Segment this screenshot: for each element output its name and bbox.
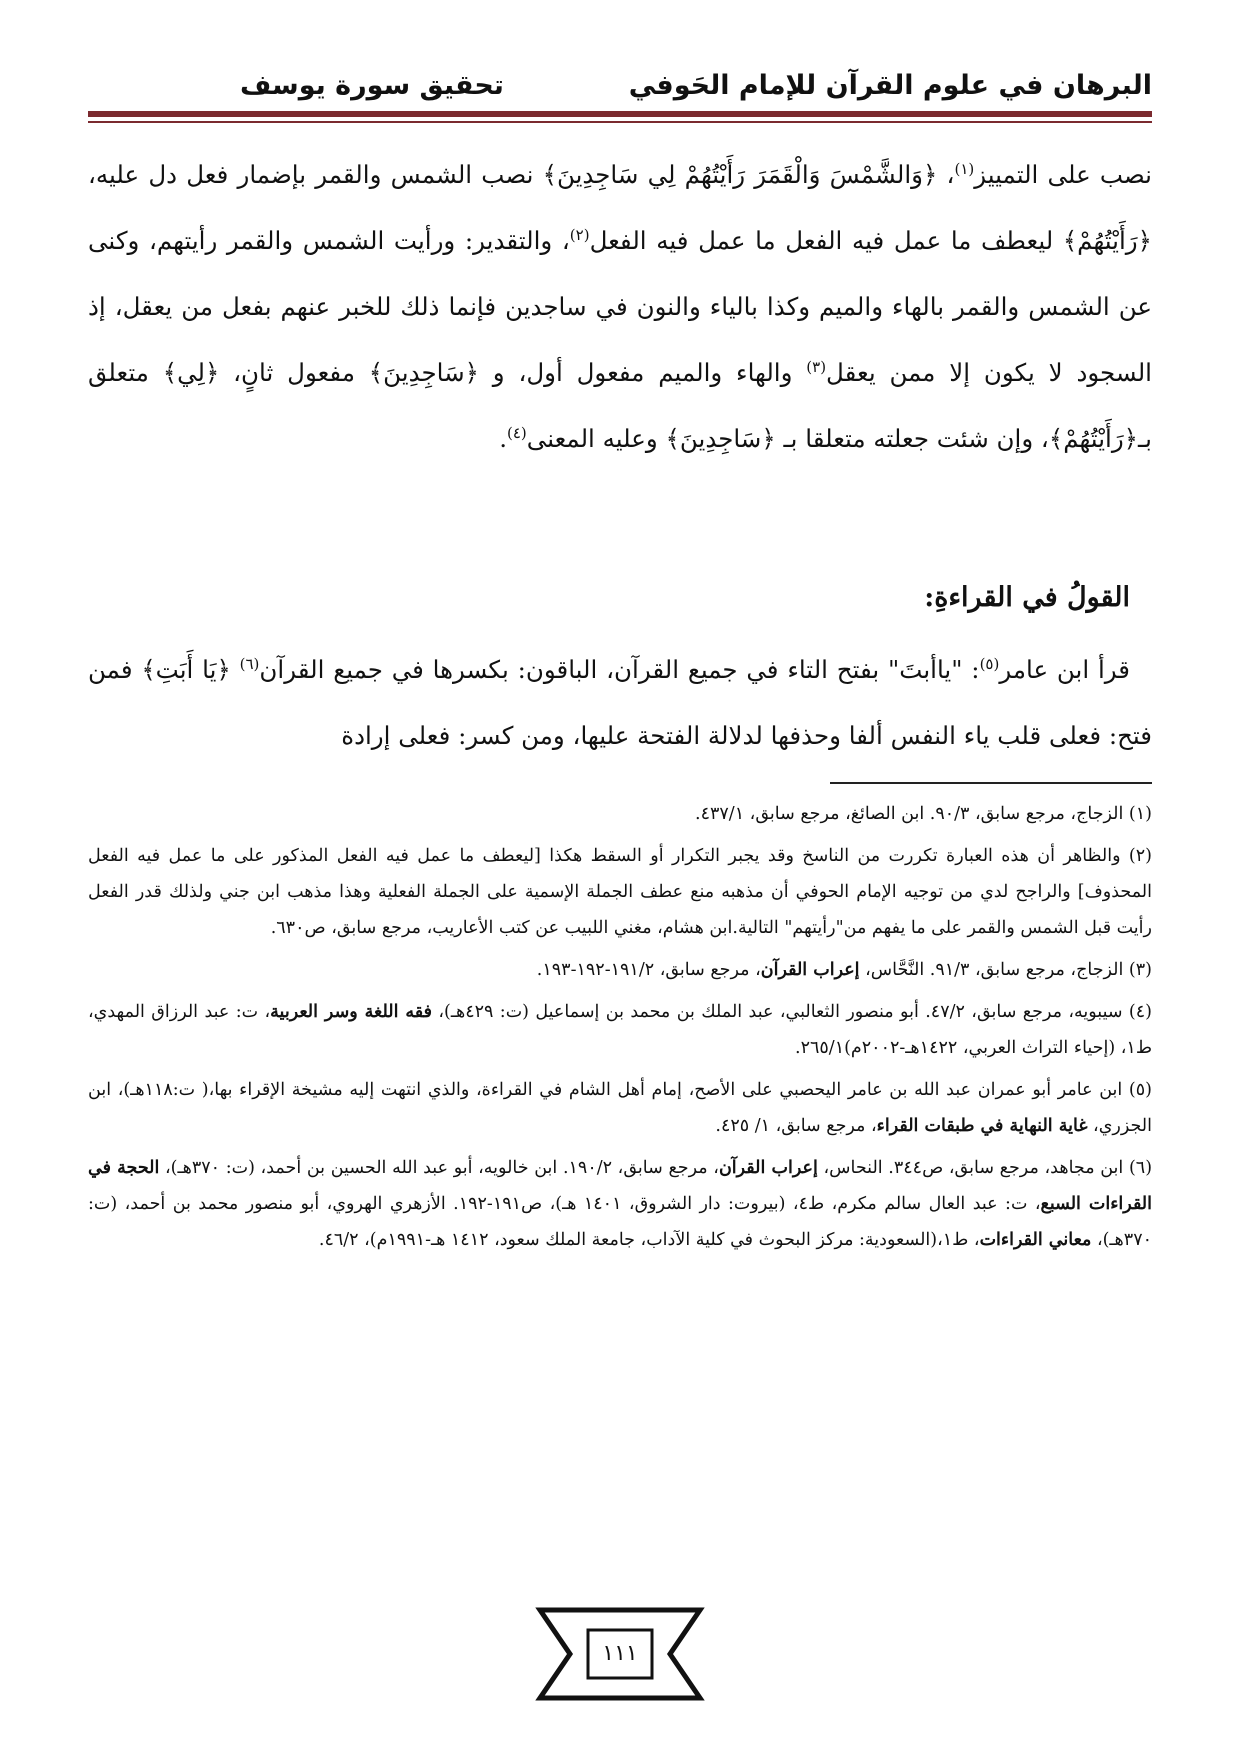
fn-text: (٣) الزجاج، مرجع سابق، ٩١/٣. النَّحَّاس، (859, 960, 1152, 980)
footnote-5 (88, 1072, 1152, 1144)
footnote-3 (88, 952, 1152, 988)
footnotes (88, 796, 1152, 1264)
header-rule-thick (88, 111, 1152, 117)
running-header (88, 68, 1152, 104)
footnote-4 (88, 994, 1152, 1066)
footnote-ref[interactable]: (٤) (507, 423, 527, 442)
fn-book-title: غاية النهاية في طبقات القراء (876, 1116, 1088, 1136)
fn-book-title: إعراب القرآن (718, 1158, 818, 1178)
text-run: : "ياأبتَ" بفتح التاء في جميع القرآن، الباقون: بكسرها في جميع القرآن (259, 655, 980, 684)
footnote-ref[interactable]: (٣) (806, 357, 827, 376)
text-run: والهاء والميم مفعول أول، و ﴿سَاجِدِينَ﴾ مفعول ثانٍ، ﴿لِي﴾ متعلق بـ﴿رَأَيْتُهُمْ﴾، وإن شئت جعلته متعلقا بـ ﴿سَاجِدِينَ﴾ وعليه المعنى (88, 358, 1152, 453)
readings-paragraph (88, 637, 1152, 769)
page-number-badge (532, 1604, 708, 1704)
fn-text: ، ت: عبد العال سالم مكرم، ط٤، (بيروت: دار الشروق، ١٤٠١ هـ)، ص١٩١-١٩٢. الأزهري الهروي، أبو منصور محمد بن أحمد، (ت: ٣٧٠هـ)، (88, 1194, 1152, 1250)
fn-book-title: معاني القراءات (979, 1230, 1092, 1250)
fn-book-title: فقه اللغة وسر العربية (270, 1002, 432, 1022)
fn-text: ، مرجع سابق، ١٩١/٢-١٩٢-١٩٣. (536, 960, 761, 980)
book-title: البرهان في علوم القرآن للإمام الحَوفي (628, 70, 1152, 101)
footnote-ref[interactable]: (٦) (239, 654, 260, 673)
fn-text: (٥) ابن عامر أبو عمران عبد الله بن عامر اليحصبي على الأصح، إمام أهل الشام في القراءة، والذي انتهت إليه مشيخة الإقراء بها،( ت:١١٨هـ)، ابن الجزري، (88, 1080, 1152, 1136)
fn-book-title: إعراب القرآن (760, 960, 860, 980)
page-number: ١١١ (602, 1641, 638, 1666)
section-heading: القولُ في القراءةِ: (924, 582, 1130, 613)
fn-text: ، مرجع سابق، ١/ ٤٢٥. (715, 1116, 877, 1136)
fn-text: ، مرجع سابق، ١٩٠/٢. ابن خالويه، أبو عبد الله الحسين بن أحمد، (ت: ٣٧٠هـ)، (159, 1158, 719, 1178)
fn-text: (٤) سيبويه، مرجع سابق، ٤٧/٢. أبو منصور الثعالبي، عبد الملك بن محمد بن إسماعيل (ت: ٤٢٩هـ)، (431, 1002, 1152, 1022)
fn-text: ، ط١،(السعودية: مركز البحوث في كلية الآداب، جامعة الملك سعود، ١٤١٢ هـ-١٩٩١م)، ٤٦/٢. (318, 1230, 980, 1250)
fn-text: ، ت: عبد الرزاق المهدي، ط١، (إحياء التراث العربي، ١٤٢٢هـ-٢٠٠٢م)٢٦٥/١. (88, 1002, 1152, 1058)
text-run: ، ﴿وَالشَّمْسَ وَالْقَمَرَ رَأَيْتُهُمْ لِي سَاجِدِينَ﴾ نصب الشمس والقمر بإضمار فعل دل عليه، ﴿رَأَيْتُهُمْ﴾ ليعطف ما عمل فيه الفعل ما عمل فيه الفعل (88, 160, 1152, 255)
text-run: قرأ ابن عامر (999, 655, 1130, 684)
footnote-ref[interactable]: (٢) (569, 225, 590, 244)
footnote-ref[interactable]: (٥) (979, 654, 1000, 673)
chapter-title: تحقيق سورة يوسف (240, 70, 504, 101)
footnote-2: (٢) والظاهر أن هذه العبارة تكررت من الناسخ وقد يجبر التكرار أو السقط هكذا [ليعطف ما عمل فيه الفعل المذكور على ما عمل فيه الفعل المحذوف] والراجح لدي من توجيه الإمام الحوفي أن مذهبه منع عطف الجملة الإسمية على الجملة الفعلية وهذا مذهب ابن جني ولذلك قدر الفعل رأيت قبل الشمس والقمر على ما يفهم من"رأيتهم" التالية.ابن هشام، مغني اللبيب عن كتب الأعاريب، مرجع سابق، ص٦٣٠. (88, 846, 1152, 938)
header-rule-thin (88, 121, 1152, 123)
text-run: ﴿يَا أَبَتِ﴾ فمن فتح: فعلى قلب ياء النفس ألفا وحذفها لدلالة الفتحة عليها، ومن كسر: فعلى إرادة (88, 655, 1152, 750)
text-run: . (499, 424, 507, 453)
footnote-separator (830, 782, 1152, 784)
fn-book-title: الحجة في القراءات السبع (88, 1158, 1152, 1214)
text-run: ، والتقدير: ورأيت الشمس والقمر رأيتهم، وكنى عن الشمس والقمر بالهاء والميم وكذا بالياء والنون في ساجدين فإنما ذلك للخبر عنهم بفعل من يعقل، إذ السجود لا يكون إلا ممن يعقل (88, 226, 1152, 387)
main-paragraph (88, 142, 1152, 472)
footnote-ref[interactable]: (١) (954, 159, 975, 178)
footnote-6 (88, 1150, 1152, 1258)
text-run: نصب على التمييز (974, 160, 1152, 189)
fn-text: (٦) ابن مجاهد، مرجع سابق، ص٣٤٤. النحاس، (817, 1158, 1153, 1178)
footnote-1: (١) الزجاج، مرجع سابق، ٩٠/٣. ابن الصائغ، مرجع سابق، ٤٣٧/١. (695, 804, 1152, 824)
